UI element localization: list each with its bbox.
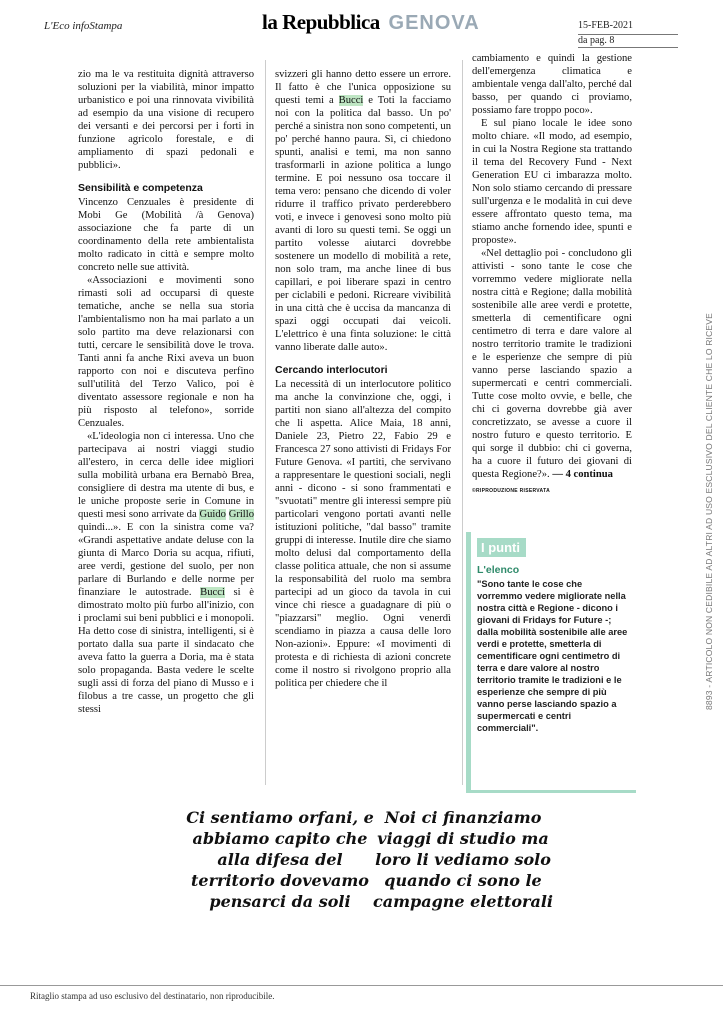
side-notice-text: 8893 - ARTICOLO NON CEDIBILE AD ALTRI AD USO ESCLUSIVO DEL CLIENTE CHE LO RICEVE bbox=[704, 312, 714, 710]
date-block bbox=[578, 18, 633, 48]
header-rule bbox=[578, 34, 678, 35]
column-divider bbox=[462, 60, 463, 785]
header-rule bbox=[578, 47, 678, 48]
box-body: "Sono tante le cose che vorremmo vedere migliorate nella nostra città e Regione - dicono i giovani di Fridays for Future -; dalla mobilità sostenibile alle aree verdi e protette, smetterla di cementificare ogni centimetro di terra e dare valore al nostro territorio tramite le tradizioni e le esperienze che sempre di più vanno perse lasciando spazio a supermercati e centri commerciali". bbox=[477, 579, 628, 733]
pull-quote: Ci sentiamo orfani, e abbiamo capito che alla difesa del territorio dovevamo pensarci da soli bbox=[186, 808, 374, 911]
paragraph bbox=[472, 247, 632, 481]
pull-quote: Noi ci finanziamo viaggi di studio ma loro li vediamo solo quando ci sono le campagne elettorali bbox=[372, 808, 553, 911]
text-run: si è dimostrato molto più furbo all'inizio, con i proclami sui beni pubblici e i monopoli. Ha detto cose di sinistra, intelligenti, si è portato dalla sua parte il sindacato che aveva fatto la guerra a Doria, ma è stata solo propaganda. Basta vedere le scelte sugli assi di forza del piano di Musso e i filobus a tre casse, un progetto che gli stessi bbox=[78, 587, 254, 715]
paragraph: zio ma le va restituita dignità attraverso soluzioni per la viabilità, minor impatto urbanistico e poi una rinnovata vivibilità ad esempio da una visione di recupero dei versanti e dei percorsi per i forti in funzione agricolo forestale, e di ampliamento di spazi pedonali e pubblici». bbox=[78, 69, 254, 171]
article-column-2 bbox=[275, 68, 451, 690]
continued-marker: — 4 continua bbox=[549, 469, 613, 480]
paragraph: Vincenzo Cenzuales è presidente di Mobi Ge (Mobilità /à Genova) associazione che fa parte di un coordinamento della rete ambientalista molto radicato in città e sempre molto concreto nelle sue attività. bbox=[78, 197, 254, 273]
highlighted-name: Grillo bbox=[228, 509, 254, 520]
article-column-3 bbox=[472, 52, 632, 498]
paragraph: cambiamento e quindi la gestione dell'emergenza climatica e ambientale venga dall'alto, perché dal basso, per quando ci proviamo, possiamo fare troppo poco». bbox=[472, 53, 632, 116]
paragraph bbox=[78, 430, 254, 716]
side-notice bbox=[704, 278, 716, 710]
page-header bbox=[0, 0, 723, 52]
article-column-1 bbox=[78, 68, 254, 716]
text-run: «Nel dettaglio poi - concludono gli attivisti - sono tante le cose che vorremmo vedere migliorate nella nostra città e Regione; dalla mobilità sostenibile alle aree verdi e protette, smetterla di cementificare ogni centimetro di terra e dare valore al nostro territorio tramite le tradizioni e le esperienze che sempre di più vanno perse lasciando spazio a supermercati e centri commerciali. Tutte cose molto ovvie, e belle, che chi ci governa dovrebbe già aver concretizzato, se avesse a cuore il nostro futuro e questo territorio. E qui sorge il dubbio: chi ci governa, ha a cuore il futuro dei giovani di questa Regione?». bbox=[472, 248, 632, 480]
box-title: I punti bbox=[477, 538, 526, 557]
box-kicker: L'elenco bbox=[477, 564, 520, 576]
text-run: quindi...». E con la sinistra come va? «Grandi aspettative andate deluse con la giunta di Marco Doria su acqua, rifiuti, aree verdi, gestione del suolo, per non parlare di Burlando e delle norme per finanziare le autostrade. bbox=[78, 522, 254, 598]
sidebar-box bbox=[466, 532, 636, 793]
text-run: «L'ideologia non ci interessa. Uno che partecipava ai nostri viaggi studio all'estero, in cerca delle idee migliori sulla mobilità urbana era Bernabò Brea, consigliere di destra ma utente di bus, e le uniche proposte serie in Comune in questi mesi sono arrivate da bbox=[78, 431, 254, 520]
paragraph: «Associazioni e movimenti sono rimasti soli ad occuparsi di queste tematiche, anche se nella sua storia l'ambientalismo non ha mai parlato a un solo partito ma deve relazionarsi con tutti, cercare le sensibilità dove le trova. Tanti anni fa anche Rixi aveva un buon rapporto con noi e discuteva perfino sull'utilità del Terzo Valico, poi è diventato assessore regionale e non ha più risposto al telefono», sorride Cenzuales. bbox=[78, 275, 254, 429]
highlighted-name: Bucci bbox=[200, 587, 225, 598]
column-divider bbox=[265, 60, 266, 785]
edition-name: GENOVA bbox=[388, 12, 480, 34]
subheading: Cercando interlocutori bbox=[275, 364, 388, 376]
eco-infostampa-logo: L'Eco infoStampa bbox=[44, 20, 123, 32]
text-run: e Toti la facciamo noi con la politica dal basso. Un po' perché a sinistra non sono competenti, un po' perché hanno paura. Sì, ci chiedono spunti, analisi e temi, ma non sanno trasformarli in azione politica a lungo termine. E poi nessuno osa toccare il tema vero: pensano che dicendo di voler ridurre il traffico privato perderebbero voti, e invece i genovesi sono molto più avanti di loro su questi temi. Se oggi un partito volesse aiutarci dovrebbe sostenere un modello di mobilità a rete, non solo tram, ma anche linee di bus capillari, e poi liberare spazi in centro per ciclabili e pedoni. Ricreare vivibilità in una città che è uccisa da mancanza di spazi oggi occupati dai veicoli. L'elettrico è una finta soluzione: le città vanno liberate dalle auto». bbox=[275, 95, 452, 353]
masthead bbox=[262, 10, 480, 35]
paragraph bbox=[275, 68, 451, 354]
paragraph: E sul piano locale le idee sono molto chiare. «Il modo, ad esempio, in cui la Nostra Regione sta trattando il tema del Recovery Fund - Next Generation EU ci imbarazza molto. Non solo stiamo cercando di pressare sull'urgenza e le modalità in cui deve essere affrontato questo tema, ma stiamo anche fornendo idee, spunti e proposte». bbox=[472, 118, 632, 246]
subheading: Sensibilità e competenza bbox=[78, 182, 203, 194]
footer-rule bbox=[0, 985, 723, 986]
copyright-notice: ©RIPRODUZIONE RISERVATA bbox=[472, 488, 550, 494]
highlighted-name: Bucci bbox=[338, 95, 364, 106]
issue-date: 15-FEB-2021 bbox=[578, 20, 633, 31]
footer-notice: Ritaglio stampa ad uso esclusivo del destinatario, non riproducibile. bbox=[30, 991, 275, 1001]
paragraph: La necessità di un interlocutore politico ma anche la convinzione che, oggi, i partiti non siano all'altezza del compito che li aspetta. Alice Maia, 18 anni, Daniele 23, Pietro 22, Fabio 29 e Francesca 27 sono attivisti di Fridays For Future Genova. «I partiti, che servivano a rappresentare le questioni sociali, negli anni - dicono - si sono frammentati e "svuotati" mentre gli interessi sempre più particolari vengono portati avanti nelle istituzioni politiche, "dal basso" tramite gruppi di interesse. Inutile dire che siamo molto delusi dal comportamento della classe politica attuale, che non si assume la responsabilità del ruolo ma sembra partecipi ad un gioco da tavola in cui vince chi riesce a guadagnare di più o "piazzarsi" meglio. Ogni venerdì scendiamo in piazza a causa delle loro Non-azioni». Eppure: «I movimenti di protesta e di richiesta di azioni concrete come il nostro si rivolgono proprio alla politica per chiedere che il bbox=[275, 379, 451, 689]
masthead-title: la Repubblica bbox=[262, 10, 380, 34]
page-ref: da pag. 8 bbox=[578, 35, 615, 46]
text-run: svizzeri gli hanno detto essere un errore. Il fatto è che l'unica opposizione su questi temi a bbox=[275, 69, 451, 106]
highlighted-name: Guido bbox=[199, 509, 226, 520]
